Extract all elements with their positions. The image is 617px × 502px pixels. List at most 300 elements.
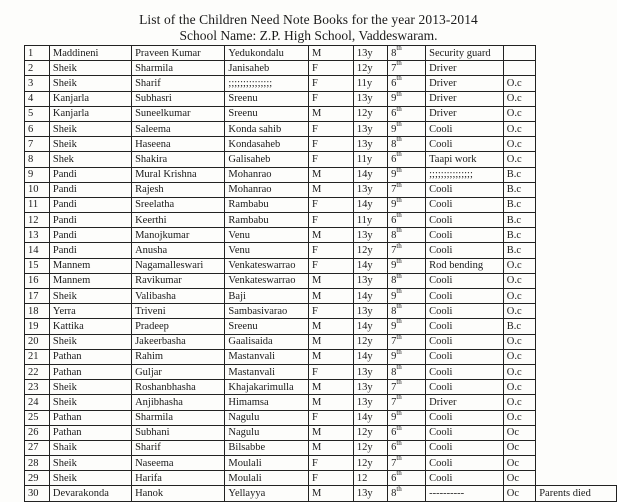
serial-number-cell: 23 [25, 380, 50, 395]
occupation-cell: Cooli [426, 243, 504, 258]
class-suffix: th [396, 303, 402, 311]
serial-number-cell: 16 [25, 273, 50, 288]
child-name-cell: Ravikumar [132, 273, 225, 288]
gender-cell: M [309, 273, 354, 288]
caste-cell: O.c [503, 395, 535, 410]
gender-cell: F [309, 304, 354, 319]
occupation-cell: Taapi work [426, 152, 504, 167]
surname-cell: Maddineni [49, 46, 131, 61]
class-cell [388, 471, 426, 486]
table-row [25, 334, 617, 349]
surname-cell: Sheik [49, 289, 131, 304]
caste-cell: B.c [503, 213, 535, 228]
class-suffix: th [396, 121, 402, 129]
class-cell [388, 273, 426, 288]
child-name-cell: Harifa [132, 471, 225, 486]
child-name-cell: Pradeep [132, 319, 225, 334]
remark-cell [536, 121, 617, 136]
age-cell: 14y [353, 349, 387, 364]
class-number: 8 [391, 488, 397, 500]
caste-cell: O.c [503, 364, 535, 379]
class-number: 6 [391, 442, 397, 454]
class-number: 9 [391, 93, 397, 105]
surname-cell: Kanjarla [49, 106, 131, 121]
class-suffix: th [396, 212, 402, 220]
class-suffix: th [396, 364, 402, 372]
surname-cell: Mannem [49, 273, 131, 288]
child-name-cell: Roshanbhasha [132, 380, 225, 395]
age-cell: 13y [353, 273, 387, 288]
serial-number-cell: 10 [25, 182, 50, 197]
occupation-cell: Driver [426, 76, 504, 91]
gender-cell: F [309, 471, 354, 486]
table-row [25, 243, 617, 258]
surname-cell: Pathan [49, 425, 131, 440]
parent-name-cell: Sambasivarao [225, 304, 309, 319]
occupation-cell: Cooli [426, 410, 504, 425]
class-number: 7 [391, 62, 397, 74]
class-number: 8 [391, 47, 397, 59]
parent-name-cell: Venu [225, 228, 309, 243]
parent-name-cell: Venkateswarrao [225, 258, 309, 273]
occupation-cell: ;;;;;;;;;;;;;;; [426, 167, 504, 182]
child-name-cell: Rahim [132, 349, 225, 364]
class-number: 7 [391, 381, 397, 393]
class-cell [388, 121, 426, 136]
class-cell [388, 289, 426, 304]
gender-cell: F [309, 61, 354, 76]
serial-number-cell: 3 [25, 76, 50, 91]
class-cell [388, 364, 426, 379]
child-name-cell: Manojkumar [132, 228, 225, 243]
surname-cell: Mannem [49, 258, 131, 273]
age-cell: 14y [353, 319, 387, 334]
gender-cell: M [309, 182, 354, 197]
class-suffix: th [396, 242, 402, 250]
remark-cell [536, 289, 617, 304]
age-cell: 13y [353, 380, 387, 395]
class-cell [388, 61, 426, 76]
caste-cell [503, 46, 535, 61]
surname-cell: Sheik [49, 334, 131, 349]
class-suffix: th [396, 273, 402, 280]
gender-cell: M [309, 380, 354, 395]
surname-cell: Pandi [49, 213, 131, 228]
gender-cell: F [309, 137, 354, 152]
child-name-cell: Mural Krishna [132, 167, 225, 182]
child-name-cell: Naseema [132, 456, 225, 471]
class-suffix: th [396, 151, 402, 159]
table-row [25, 167, 617, 182]
class-number: 7 [391, 184, 397, 196]
table-row [25, 440, 617, 455]
serial-number-cell: 2 [25, 61, 50, 76]
gender-cell: F [309, 456, 354, 471]
table-row [25, 395, 617, 410]
class-suffix: th [396, 334, 402, 341]
age-cell: 13y [353, 486, 387, 501]
table-row [25, 425, 617, 440]
gender-cell: F [309, 76, 354, 91]
occupation-cell: Cooli [426, 121, 504, 136]
class-number: 9 [391, 169, 397, 181]
gender-cell: F [309, 91, 354, 106]
class-cell [388, 228, 426, 243]
class-cell [388, 380, 426, 395]
remark-cell [536, 319, 617, 334]
age-cell: 14y [353, 410, 387, 425]
gender-cell: M [309, 228, 354, 243]
class-cell [388, 137, 426, 152]
occupation-cell: Security guard [426, 46, 504, 61]
age-cell: 13y [353, 137, 387, 152]
child-name-cell: Hanok [132, 486, 225, 501]
parent-name-cell: Sreenu [225, 319, 309, 334]
remark-cell [536, 380, 617, 395]
child-name-cell: Sharif [132, 440, 225, 455]
class-suffix: th [396, 394, 402, 402]
gender-cell: F [309, 197, 354, 212]
class-suffix: th [396, 288, 402, 296]
age-cell: 13y [353, 304, 387, 319]
child-name-cell: Anjibhasha [132, 395, 225, 410]
gender-cell: F [309, 121, 354, 136]
surname-cell: Shek [49, 152, 131, 167]
surname-cell: Pathan [49, 410, 131, 425]
class-number: 6 [391, 427, 397, 439]
child-name-cell: Anusha [132, 243, 225, 258]
remark-cell [536, 273, 617, 288]
class-suffix: th [396, 379, 402, 387]
class-cell [388, 334, 426, 349]
gender-cell: M [309, 46, 354, 61]
remark-cell [536, 440, 617, 455]
age-cell: 13y [353, 91, 387, 106]
parent-name-cell: Moulali [225, 471, 309, 486]
child-name-cell: Suneelkumar [132, 106, 225, 121]
class-cell [388, 182, 426, 197]
serial-number-cell: 25 [25, 410, 50, 425]
table-row [25, 228, 617, 243]
surname-cell: Sheik [49, 121, 131, 136]
surname-cell: Pathan [49, 349, 131, 364]
remark-cell [536, 304, 617, 319]
child-name-cell: Subhani [132, 425, 225, 440]
child-name-cell: Sharmila [132, 410, 225, 425]
surname-cell: Pandi [49, 197, 131, 212]
class-suffix: th [396, 197, 402, 204]
gender-cell: F [309, 213, 354, 228]
caste-cell: O.c [503, 289, 535, 304]
occupation-cell: Cooli [426, 471, 504, 486]
occupation-cell: Cooli [426, 182, 504, 197]
age-cell: 13y [353, 228, 387, 243]
surname-cell: Sheik [49, 76, 131, 91]
class-suffix: th [396, 455, 402, 463]
age-cell: 12y [353, 456, 387, 471]
table-row [25, 349, 617, 364]
table-row [25, 471, 617, 486]
age-cell: 12y [353, 425, 387, 440]
class-number: 9 [391, 351, 397, 363]
parent-name-cell: Sreenu [225, 106, 309, 121]
serial-number-cell: 1 [25, 46, 50, 61]
surname-cell: Pandi [49, 167, 131, 182]
child-name-cell: Sharif [132, 76, 225, 91]
parent-name-cell: Galisaheb [225, 152, 309, 167]
class-suffix: th [396, 106, 402, 113]
surname-cell: Sheik [49, 61, 131, 76]
remark-cell [536, 197, 617, 212]
caste-cell: O.c [503, 76, 535, 91]
class-suffix: th [396, 485, 402, 493]
parent-name-cell: Rambabu [225, 197, 309, 212]
gender-cell: M [309, 486, 354, 501]
surname-cell: Sheik [49, 395, 131, 410]
parent-name-cell: Moulali [225, 456, 309, 471]
caste-cell: B.c [503, 182, 535, 197]
table-row [25, 364, 617, 379]
caste-cell [503, 61, 535, 76]
table-row [25, 182, 617, 197]
age-cell: 11y [353, 213, 387, 228]
table-row [25, 76, 617, 91]
class-cell [388, 91, 426, 106]
table-row [25, 380, 617, 395]
class-number: 9 [391, 260, 397, 272]
age-cell: 12y [353, 243, 387, 258]
caste-cell: Oc [503, 456, 535, 471]
class-suffix: th [396, 258, 402, 265]
serial-number-cell: 7 [25, 137, 50, 152]
occupation-cell: Cooli [426, 364, 504, 379]
class-suffix: th [396, 45, 402, 53]
age-cell: 12y [353, 440, 387, 455]
parent-name-cell: Janisaheb [225, 61, 309, 76]
parent-name-cell: Bilsabbe [225, 440, 309, 455]
table-row [25, 289, 617, 304]
school-name: School Name: Z.P. High School, Vaddeswaram. [179, 28, 438, 43]
caste-cell: B.c [503, 167, 535, 182]
occupation-cell: Cooli [426, 380, 504, 395]
caste-cell: O.c [503, 91, 535, 106]
caste-cell: O.c [503, 152, 535, 167]
gender-cell: M [309, 289, 354, 304]
class-suffix: th [396, 167, 402, 174]
age-cell: 13y [353, 121, 387, 136]
remark-cell [536, 137, 617, 152]
child-name-cell: Keerthi [132, 213, 225, 228]
table-row [25, 258, 617, 273]
occupation-cell: Rod bending [426, 258, 504, 273]
gender-cell: M [309, 440, 354, 455]
caste-cell: O.c [503, 121, 535, 136]
remark-cell [536, 152, 617, 167]
caste-cell: O.c [503, 304, 535, 319]
child-name-cell: Praveen Kumar [132, 46, 225, 61]
age-cell: 11y [353, 152, 387, 167]
caste-cell: O.c [503, 349, 535, 364]
occupation-cell: Driver [426, 395, 504, 410]
gender-cell: M [309, 106, 354, 121]
caste-cell: B.c [503, 197, 535, 212]
class-number: 7 [391, 396, 397, 408]
age-cell: 14y [353, 289, 387, 304]
age-cell: 12y [353, 106, 387, 121]
age-cell: 12 [353, 471, 387, 486]
class-number: 7 [391, 336, 397, 348]
remark-cell [536, 76, 617, 91]
occupation-cell: Driver [426, 91, 504, 106]
class-number: 8 [391, 229, 397, 241]
age-cell: 14y [353, 167, 387, 182]
parent-name-cell: Mohanrao [225, 182, 309, 197]
class-suffix: th [396, 227, 402, 235]
parent-name-cell: Sreenu [225, 91, 309, 106]
class-cell [388, 167, 426, 182]
occupation-cell: Cooli [426, 440, 504, 455]
occupation-cell: Cooli [426, 213, 504, 228]
serial-number-cell: 20 [25, 334, 50, 349]
child-name-cell: Saleema [132, 121, 225, 136]
age-cell: 14y [353, 258, 387, 273]
parent-name-cell: Mastanvali [225, 349, 309, 364]
remark-cell [536, 46, 617, 61]
class-number: 9 [391, 412, 397, 424]
remark-cell [536, 425, 617, 440]
class-cell [388, 456, 426, 471]
class-suffix: th [396, 182, 402, 189]
table-row [25, 304, 617, 319]
caste-cell: Oc [503, 486, 535, 501]
child-name-cell: Triveni [132, 304, 225, 319]
age-cell: 13y [353, 46, 387, 61]
remark-cell [536, 61, 617, 76]
class-suffix: th [396, 425, 402, 432]
remark-cell [536, 182, 617, 197]
child-name-cell: Rajesh [132, 182, 225, 197]
parent-name-cell: Nagulu [225, 425, 309, 440]
serial-number-cell: 21 [25, 349, 50, 364]
gender-cell: F [309, 410, 354, 425]
caste-cell: Oc [503, 425, 535, 440]
parent-name-cell: Nagulu [225, 410, 309, 425]
surname-cell: Devarakonda [49, 486, 131, 501]
child-name-cell: Jakeerbasha [132, 334, 225, 349]
caste-cell: O.c [503, 258, 535, 273]
remark-cell [536, 106, 617, 121]
surname-cell: Sheik [49, 137, 131, 152]
surname-cell: Sheik [49, 456, 131, 471]
children-table [24, 45, 617, 502]
caste-cell: O.c [503, 410, 535, 425]
table-row [25, 486, 617, 501]
gender-cell: F [309, 152, 354, 167]
remark-cell [536, 258, 617, 273]
parent-name-cell: Baji [225, 289, 309, 304]
child-name-cell: Guljar [132, 364, 225, 379]
class-cell [388, 213, 426, 228]
class-cell [388, 319, 426, 334]
table-row [25, 273, 617, 288]
class-suffix: th [396, 349, 402, 356]
occupation-cell: Cooli [426, 425, 504, 440]
occupation-cell: Cooli [426, 228, 504, 243]
table-row [25, 46, 617, 61]
age-cell: 12y [353, 334, 387, 349]
class-number: 8 [391, 366, 397, 378]
class-suffix: th [396, 60, 402, 68]
surname-cell: Shaik [49, 440, 131, 455]
parent-name-cell: Kondasaheb [225, 137, 309, 152]
class-cell [388, 410, 426, 425]
parent-name-cell: Gaalisaida [225, 334, 309, 349]
age-cell: 12y [353, 61, 387, 76]
class-number: 6 [391, 77, 397, 89]
caste-cell: B.c [503, 228, 535, 243]
class-cell [388, 440, 426, 455]
caste-cell: O.c [503, 334, 535, 349]
parent-name-cell: Konda sahib [225, 121, 309, 136]
class-suffix: th [396, 136, 402, 144]
surname-cell: Yerra [49, 304, 131, 319]
class-number: 6 [391, 153, 397, 165]
occupation-cell: Cooli [426, 319, 504, 334]
class-suffix: th [396, 410, 402, 417]
table-row [25, 319, 617, 334]
surname-cell: Pathan [49, 364, 131, 379]
occupation-cell: Cooli [426, 289, 504, 304]
class-suffix: th [396, 440, 402, 447]
occupation-cell: Driver [426, 106, 504, 121]
class-suffix: th [396, 91, 402, 98]
parent-name-cell: Yedukondalu [225, 46, 309, 61]
table-row [25, 106, 617, 121]
remark-cell [536, 213, 617, 228]
serial-number-cell: 4 [25, 91, 50, 106]
remark-cell: Parents died [536, 486, 617, 501]
occupation-cell: Cooli [426, 137, 504, 152]
class-number: 9 [391, 320, 397, 332]
class-suffix: th [396, 75, 402, 83]
gender-cell: F [309, 258, 354, 273]
class-number: 9 [391, 290, 397, 302]
occupation-cell: ---------- [426, 486, 504, 501]
class-number: 8 [391, 138, 397, 150]
caste-cell: Oc [503, 440, 535, 455]
remark-cell [536, 349, 617, 364]
table-row [25, 121, 617, 136]
remark-cell [536, 364, 617, 379]
table-row [25, 197, 617, 212]
parent-name-cell: Khajakarimulla [225, 380, 309, 395]
class-cell [388, 106, 426, 121]
parent-name-cell: Venu [225, 243, 309, 258]
serial-number-cell: 24 [25, 395, 50, 410]
surname-cell: Kanjarla [49, 91, 131, 106]
caste-cell: O.c [503, 106, 535, 121]
class-cell [388, 349, 426, 364]
class-number: 8 [391, 275, 397, 287]
remark-cell [536, 243, 617, 258]
serial-number-cell: 29 [25, 471, 50, 486]
gender-cell: M [309, 425, 354, 440]
class-cell [388, 486, 426, 501]
serial-number-cell: 6 [25, 121, 50, 136]
class-number: 9 [391, 199, 397, 211]
class-cell [388, 152, 426, 167]
class-cell [388, 258, 426, 273]
